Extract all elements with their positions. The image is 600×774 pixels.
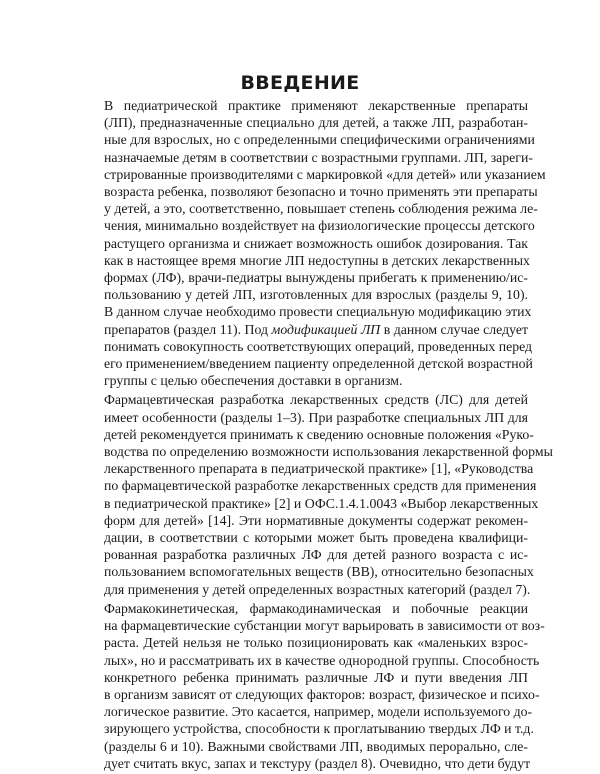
paragraph-2 <box>82 391 553 597</box>
text-line-with-italic <box>82 321 528 338</box>
text-line: лекарственного препарата в педиатрической практике» [1], «Руководства <box>104 461 534 477</box>
text-line: раста. Детей нельзя не только позиционировать как «маленьких взрос- <box>104 635 528 651</box>
paragraph-1 <box>82 97 546 389</box>
text-line: понимать совокупность соответствующих операций, проведенных перед <box>104 338 533 354</box>
text-line: формах (ЛФ), врачи-педиатры вынуждены прибегать к применению/ис- <box>104 270 528 286</box>
text-line: ные для взрослых, но с определенными специфическими ограничениями <box>104 132 535 148</box>
text-line: назначаемые детям в соответствии с возрастными группами. ЛП, зареги- <box>104 149 533 165</box>
text-line: детей рекомендуется принимать к сведению основные положения «Руко- <box>104 426 534 442</box>
text-line: форм для детей» [14]. Эти нормативные документы содержат рекомен- <box>104 512 528 528</box>
text-line: зирующего устройства, способности к проглатыванию твердых ЛФ и т.д. <box>104 721 534 737</box>
paragraph-3 <box>82 600 545 772</box>
body-text <box>82 97 553 774</box>
text-line: пользованием вспомогательных веществ (ВВ), относительно безопасных <box>104 564 534 580</box>
text-line: его применением/введением пациенту определенной детской возрастной <box>104 356 533 372</box>
text-segment: препаратов (раздел 11). Под <box>104 321 272 337</box>
text-line: водства по определению возможности использования лекарственной формы <box>104 444 553 460</box>
text-line: логическое развитие. Это касается, например, модели используемого до- <box>104 704 533 720</box>
text-line: В данном случае необходимо провести специальную модификацию этих <box>104 304 532 320</box>
text-line: для применения у детей определенных возрастных категорий (раздел 7). <box>104 581 531 597</box>
text-line: имеет особенности (разделы 1–3). При разработке специальных ЛП для <box>104 409 528 425</box>
text-line: пользованию у детей ЛП, изготовленных для взрослых (разделы 9, 10). <box>104 287 528 303</box>
italic-term: модификацией ЛП <box>271 321 381 337</box>
text-line: растущего организма и снижает возможность ошибок дозирования. Так <box>104 235 528 251</box>
text-line: группы с целью обеспечения доставки в организм. <box>104 373 403 389</box>
text-line: дации, в соответствии с которыми может быть проведена квалифици- <box>104 530 528 546</box>
text-line: лых», но и рассматривать их в качестве однородной группы. Способность <box>104 652 540 668</box>
text-line: В педиатрической практике применяют лекарственные препараты <box>104 98 528 113</box>
text-line: в организм зависят от следующих факторов: возраст, физическое и психо- <box>104 686 540 702</box>
text-line: Фармакокинетическая, фармакодинамическая и побочные реакции <box>104 600 528 616</box>
text-line: Фармацевтическая разработка лекарственных средств (ЛС) для детей <box>104 392 528 408</box>
text-line: у детей, а это, соответственно, повышает степень соблюдения режима ле- <box>104 201 538 217</box>
text-line: дует считать вкус, запах и текстуру (раздел 8). Очевидно, что дети будут <box>104 755 531 771</box>
text-line: в педиатрической практике» [2] и ОФС.1.4.1.0043 «Выбор лекарственных <box>104 495 539 511</box>
text-line: рованная разработка различных ЛФ для детей разного возраста с ис- <box>104 547 528 563</box>
page-title: ВВЕДЕНИЕ <box>240 72 360 94</box>
text-line: возраста ребенка, позволяют безопасно и точно применять эти препараты <box>104 184 538 200</box>
text-line: как в настоящее время многие ЛП недоступны в детских лекарственных <box>104 252 530 268</box>
text-line: по фармацевтической разработке лекарственных средств для применения <box>104 478 537 494</box>
text-line: стрированные производителями с маркировкой «для детей» или указанием <box>104 166 546 182</box>
text-line: (ЛП), предназначенные специально для детей, а также ЛП, разработан- <box>104 115 528 131</box>
text-line: (разделы 6 и 10). Важными свойствами ЛП, вводимых перорально, сле- <box>104 738 528 754</box>
text-line: конкретного ребенка принимать различные ЛФ и пути введения ЛП <box>104 669 528 685</box>
text-segment: в данном случае следует <box>380 321 528 337</box>
text-line: на фармацевтические субстанции могут варьировать в зависимости от воз- <box>104 618 545 634</box>
text-line: чения, минимально воздействует на физиологические процессы детского <box>104 218 535 234</box>
